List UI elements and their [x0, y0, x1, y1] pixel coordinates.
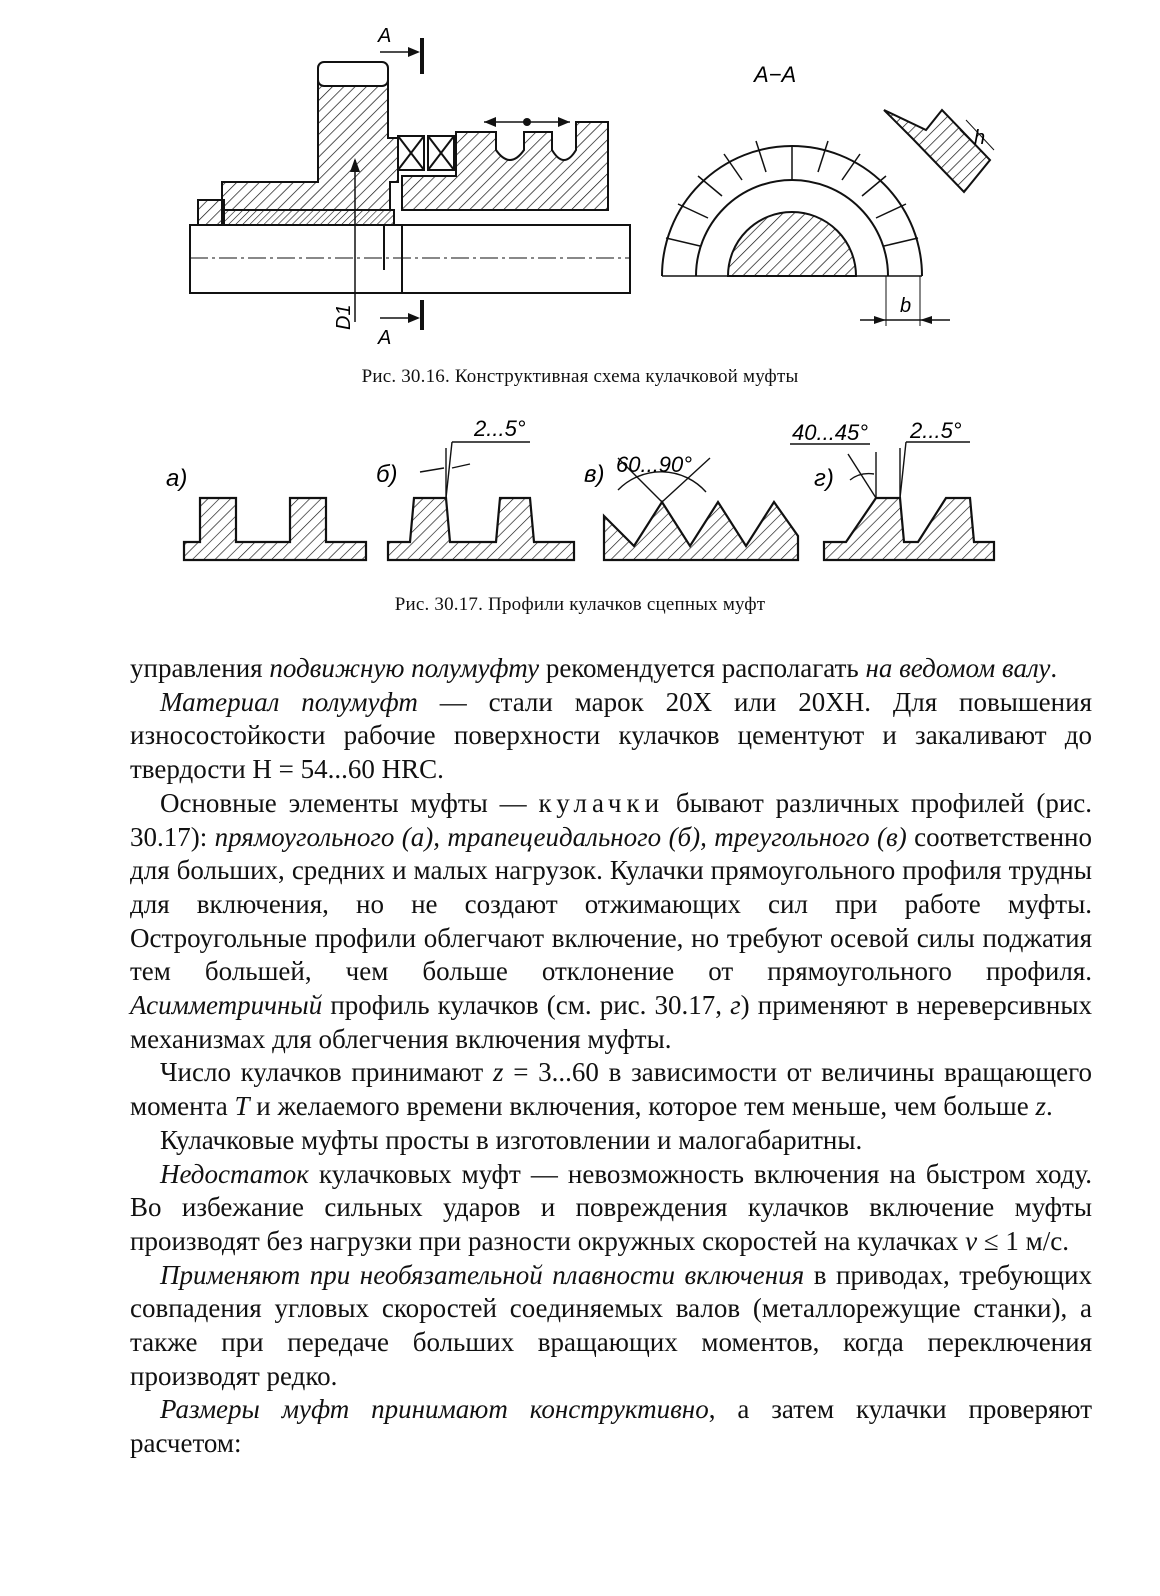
profile-asymmetric: [824, 498, 994, 560]
coupling-cross-section: [662, 110, 994, 326]
section-mark-bottom: A: [378, 327, 392, 349]
figure-30-17-caption: Рис. 30.17. Профили кулачков сцепных муфт: [394, 594, 766, 615]
profile-trapezoidal: [388, 498, 574, 560]
section-title: A−A: [754, 62, 797, 87]
profile-b-angle: 2...5°: [474, 416, 526, 441]
profile-rectangular: [184, 498, 366, 560]
paragraph-6: Недостаток кулачковых муфт — невозможность включения на быстром ходу. Во избежание сильных ударов и повреждения кулачков включение муфты производят без нагрузки при разности окружных скоростей на кулачках v ≤ 1 м/с.: [130, 1158, 1092, 1256]
figure-claw-profiles: [0, 412, 1160, 592]
section-mark-top: A: [378, 25, 392, 47]
paragraph-2: Материал полумуфт — стали марок 20Х или 20ХН. Для повышения износостойкости рабочие поверхности кулачков цементуют и закаливают до твердости H = 54...60 HRC.: [130, 686, 1092, 785]
profile-v-angle: 60...90°: [616, 452, 693, 477]
profile-g-angle-1: 40...45°: [792, 420, 869, 445]
profile-g-angle-2: 2...5°: [910, 418, 962, 443]
height-label: h: [974, 127, 986, 149]
paragraph-4: Число кулачков принимают z = 3...60 в зависимости от величины вращающего момента T и желаемого времени включения, которое тем меньше, чем больше z.: [130, 1057, 1092, 1122]
profile-b-letter: б): [376, 461, 398, 488]
paragraph-8: Размеры муфт принимают конструктивно, а затем кулачки проверяют расчетом:: [130, 1394, 1092, 1459]
paragraph-1: управления подвижную полумуфту рекомендуется располагать на ведомом валу.: [130, 653, 1058, 683]
diameter-label: D1: [333, 304, 355, 330]
profile-v-letter: в): [584, 461, 605, 488]
profile-triangular: [604, 502, 798, 560]
paragraph-7: Применяют при необязательной плавности включения в приводах, требующих совпадения угловых скоростей соединяемых валов (металлорежущие станки), а также при передаче больших вращающих моментов, когда переключения производят редко.: [130, 1259, 1092, 1391]
figure-coupling-scheme: [0, 0, 1160, 362]
body-text: [130, 652, 1092, 1461]
profile-a-letter: а): [166, 465, 188, 492]
width-label: b: [900, 295, 912, 317]
coupling-longitudinal-section: [190, 38, 630, 330]
paragraph-3: Основные элементы муфты — кулачки бывают различных профилей (рис. 30.17): прямоугольного (а), трапецеидального (б), треугольного (в) соответственно для больших, средних и малых нагрузок. Кулачки прямоугольного профиля трудны для включения, но не создают отжимающих сил при работе муфты. Остроугольные профили облегчают включение, но требуют осевой силы поджатия тем большей, чем больше отклонение от прямоугольного профиля. Асимметричный профиль кулачков (см. рис. 30.17, г) применяют в нереверсивных механизмах для облегчения включения муфты.: [130, 787, 1092, 1054]
figure-30-16-caption: Рис. 30.16. Конструктивная схема кулачковой муфты: [361, 366, 799, 387]
paragraph-5: Кулачковые муфты просты в изготовлении и малогабаритны.: [160, 1124, 863, 1155]
profile-g-letter: г): [814, 465, 834, 492]
